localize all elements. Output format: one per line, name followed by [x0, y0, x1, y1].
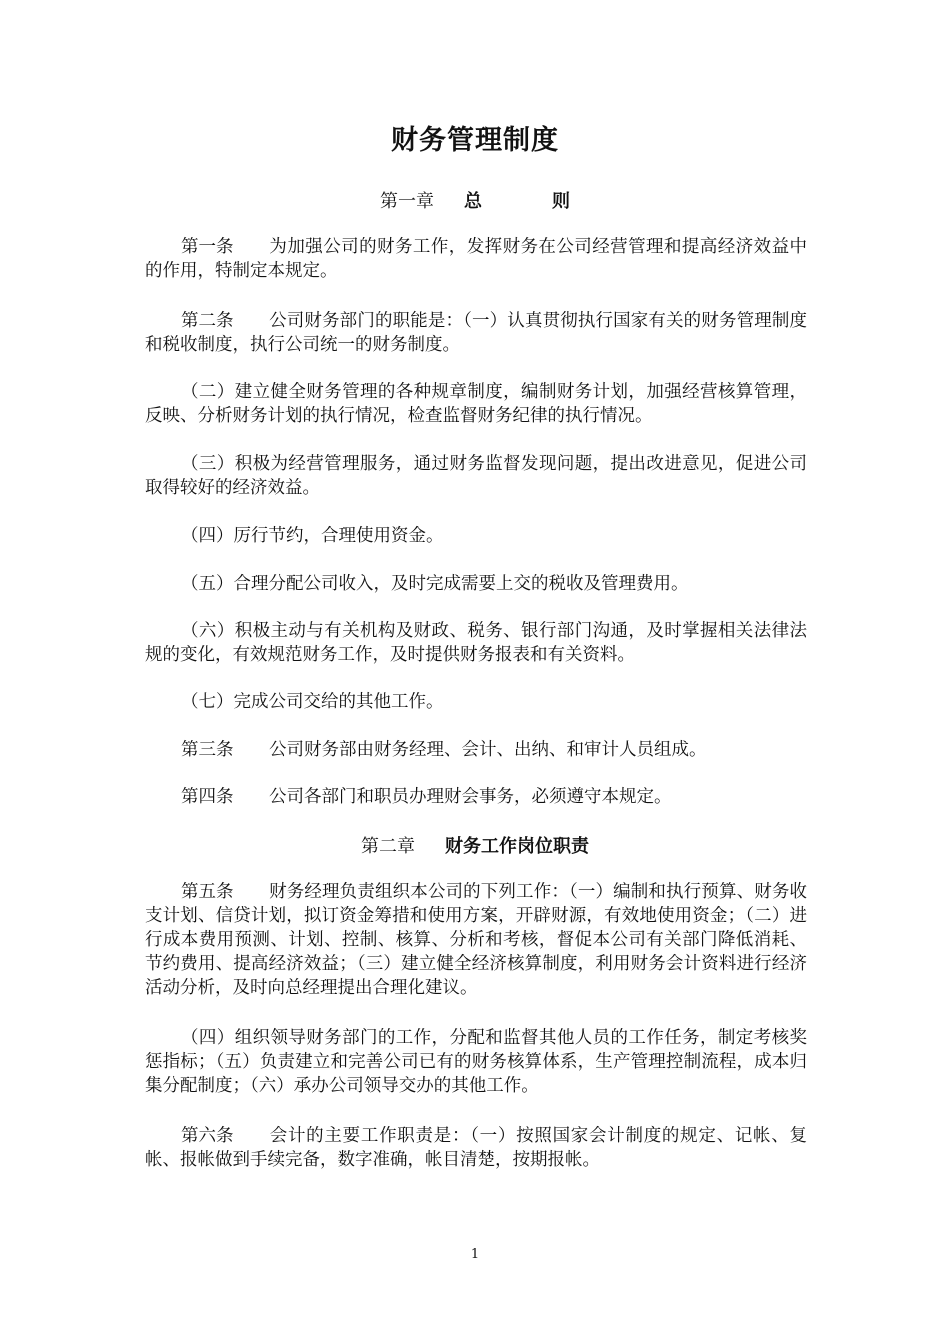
chapter-1-heading	[0, 187, 950, 213]
paragraph-article-6	[145, 1124, 807, 1172]
chapter-2-heading	[0, 832, 950, 858]
paragraph-text: （七）完成公司交给的其他工作。	[181, 692, 444, 712]
article-number: 第二条	[181, 311, 234, 331]
paragraph-text: 公司各部门和职员办理财会事务，必须遵守本规定。	[269, 787, 672, 807]
paragraph-text: 为加强公司的财务工作，发挥财务在公司经营管理和提高经济效益中的作用，特制定本规定。	[145, 237, 807, 281]
chapter-2-name: 财务工作岗位职责	[445, 836, 589, 857]
paragraph-article-4	[145, 785, 807, 809]
article-number: 第一条	[181, 237, 234, 257]
paragraph-item-4	[145, 524, 807, 548]
chapter-1-name-part2: 则	[552, 191, 570, 212]
chapter-2-number: 第二章	[361, 836, 415, 857]
chapter-1-number: 第一章	[380, 191, 434, 212]
paragraph-text: （三）积极为经营管理服务，通过财务监督发现问题，提出改进意见，促进公司取得较好的经济效益。	[145, 454, 807, 498]
paragraph-text: 公司财务部门的职能是：（一）认真贯彻执行国家有关的财务管理制度和税收制度，执行公司统一的财务制度。	[145, 311, 807, 355]
paragraph-article-5	[145, 880, 807, 1000]
article-number: 第四条	[181, 787, 234, 807]
paragraph-text: （二）建立健全财务管理的各种规章制度，编制财务计划，加强经营核算管理，反映、分析财务计划的执行情况，检查监督财务纪律的执行情况。	[145, 382, 807, 426]
paragraph-item-7	[145, 690, 807, 714]
paragraph-text: 会计的主要工作职责是：（一）按照国家会计制度的规定、记帐、复帐、报帐做到手续完备，数字准确，帐目清楚，按期报帐。	[145, 1126, 807, 1170]
paragraph-text: 公司财务部由财务经理、会计、出纳、和审计人员组成。	[269, 740, 707, 760]
article-number: 第三条	[181, 740, 234, 760]
document-title: 财务管理制度	[391, 125, 559, 156]
paragraph-text: （五）合理分配公司收入，及时完成需要上交的税收及管理费用。	[181, 574, 689, 594]
paragraph-article-3	[145, 738, 807, 762]
paragraph-article-2	[145, 309, 807, 357]
paragraph-text: （四）厉行节约，合理使用资金。	[181, 526, 444, 546]
chapter-1-name-part1: 总	[464, 191, 482, 212]
paragraph-text: （四）组织领导财务部门的工作，分配和监督其他人员的工作任务，制定考核奖惩指标；（五）负责建立和完善公司已有的财务核算体系，生产管理控制流程，成本归集分配制度；（六）承办公司领导交办的其他工作。	[145, 1028, 807, 1096]
paragraph-item-4-5-6	[145, 1026, 807, 1098]
paragraph-text: 财务经理负责组织本公司的下列工作：（一）编制和执行预算、财务收支计划、信贷计划，拟订资金筹措和使用方案，开辟财源，有效地使用资金；（二）进行成本费用预测、计划、控制、核算、分析和考核，督促本公司有关部门降低消耗、节约费用、提高经济效益；（三）建立健全经济核算制度，利用财务会计资料进行经济活动分析，及时向总经理提出合理化建议。	[145, 882, 807, 998]
paragraph-article-1	[145, 235, 807, 283]
paragraph-item-5	[145, 572, 807, 596]
paragraph-item-3	[145, 452, 807, 500]
article-number: 第五条	[181, 882, 234, 902]
page-number: 1	[470, 1247, 480, 1262]
paragraph-text: （六）积极主动与有关机构及财政、税务、银行部门沟通，及时掌握相关法律法规的变化，有效规范财务工作，及时提供财务报表和有关资料。	[145, 621, 807, 665]
article-number: 第六条	[181, 1126, 234, 1146]
paragraph-item-2	[145, 380, 807, 428]
paragraph-item-6	[145, 619, 807, 667]
